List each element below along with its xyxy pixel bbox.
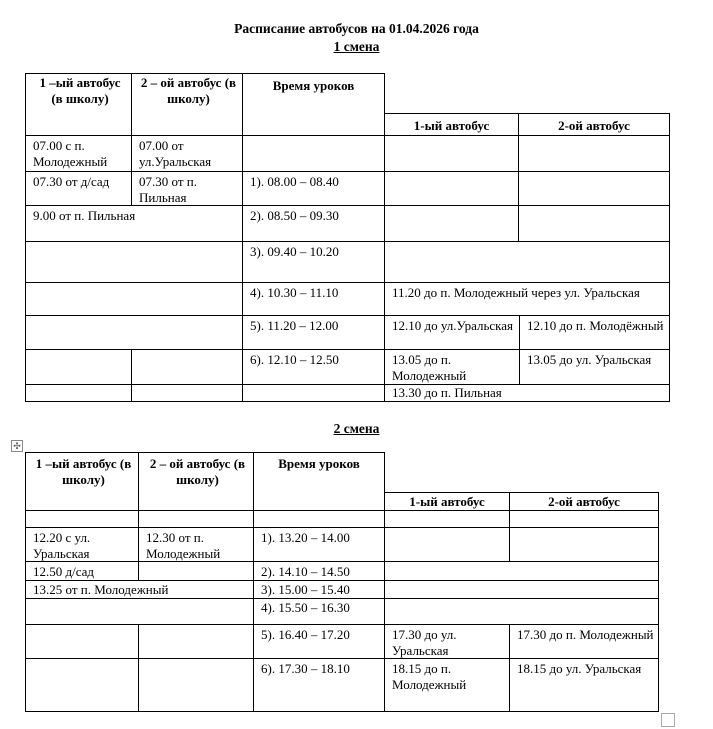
shift1-r1-bus1: 07.00 с п. Молодежный <box>25 135 132 172</box>
shift2-r6-time: 5). 16.40 – 17.20 <box>253 624 385 659</box>
shift2-head-bus1: 1 –ый автобус (в школу) <box>25 452 139 511</box>
shift1-r6-bus <box>25 315 243 350</box>
shift2-r6-bus2 <box>138 624 254 659</box>
shift2-r1-bus1 <box>25 510 139 528</box>
shift1-head-bus1: 1 –ый автобус (в школу) <box>25 73 132 136</box>
shift2-r5-ret <box>384 598 659 625</box>
shift1-r5-ret: 11.20 до п. Молодежный через ул. Уральская <box>384 282 670 316</box>
shift2-r1-time <box>253 510 385 528</box>
shift2-r6-bus1 <box>25 624 139 659</box>
shift2-head-bus2: 2 – ой автобус (в школу) <box>138 452 254 511</box>
shift1-r5-bus <box>25 282 243 316</box>
shift2-r7-bus2 <box>138 658 254 712</box>
shift2-label: 2 смена <box>333 421 380 436</box>
shift1-r8-bus1 <box>25 384 132 402</box>
shift2-head-ret1: 1-ый автобус <box>384 492 510 511</box>
shift1-r3-ret2 <box>518 205 670 242</box>
shift2-r4-ret <box>384 580 659 599</box>
shift2-r4-time: 3). 15.00 – 15.40 <box>253 580 385 599</box>
shift1-r7-ret1: 13.05 до п. Молодежный <box>384 349 520 385</box>
shift2-r2-bus1: 12.20 с ул. Уральская <box>25 527 139 562</box>
shift2-r6-ret2: 17.30 до п. Молодежный <box>509 624 659 659</box>
shift2-r2-ret1 <box>384 527 510 562</box>
shift1-r3-time: 2). 08.50 – 09.30 <box>242 205 385 242</box>
shift2-r3-time: 2). 14.10 – 14.50 <box>253 561 385 581</box>
shift1-head-bus2: 2 – ой автобус (в школу) <box>131 73 243 136</box>
shift2-r2-time: 1). 13.20 – 14.00 <box>253 527 385 562</box>
shift1-r3-bus: 9.00 от п. Пильная <box>25 205 243 242</box>
shift1-r2-ret1 <box>384 171 519 206</box>
shift2-r7-time: 6). 17.30 – 18.10 <box>253 658 385 712</box>
shift1-r7-time: 6). 12.10 – 12.50 <box>242 349 385 385</box>
shift1-r1-ret1 <box>384 135 519 172</box>
shift1-r3-ret1 <box>384 205 519 242</box>
shift2-r4-bus: 13.25 от п. Молодежный <box>25 580 254 599</box>
shift1-r6-ret2: 12.10 до п. Молодёжный <box>519 315 670 350</box>
shift1-r7-ret2: 13.05 до ул. Уральская <box>519 349 670 385</box>
shift1-r6-ret1: 12.10 до ул.Уральская <box>384 315 520 350</box>
shift2-r2-ret2 <box>509 527 659 562</box>
shift2-r5-bus <box>25 598 254 625</box>
move-handle-icon[interactable]: ✣ <box>11 440 23 452</box>
shift2-r7-ret2: 18.15 до ул. Уральская <box>509 658 659 712</box>
shift2-r7-ret1: 18.15 до п. Молодежный <box>384 658 510 712</box>
shift1-r7-bus2 <box>131 349 243 385</box>
shift1-head-ret1: 1-ый автобус <box>384 113 519 136</box>
shift2-r1-ret1 <box>384 510 510 528</box>
shift1-r1-bus2: 07.00 от ул.Уральская <box>131 135 243 172</box>
shift1-r8-ret: 13.30 до п. Пильная <box>384 384 670 402</box>
shift1-r8-time <box>242 384 385 402</box>
shift2-r1-ret2 <box>509 510 659 528</box>
shift2-r3-ret <box>384 561 659 581</box>
shift2-r7-bus1 <box>25 658 139 712</box>
shift1-r4-bus <box>25 241 243 283</box>
shift1-r8-bus2 <box>131 384 243 402</box>
document-title: Расписание автобусов на 01.04.2026 года <box>234 21 479 36</box>
shift1-r4-time: 3). 09.40 – 10.20 <box>242 241 385 283</box>
shift1-r2-ret2 <box>518 171 670 206</box>
end-of-cell-mark <box>661 713 675 727</box>
shift1-r4-ret <box>384 241 670 283</box>
shift1-r6-time: 5). 11.20 – 12.00 <box>242 315 385 350</box>
shift1-r1-ret2 <box>518 135 670 172</box>
shift2-r6-ret1: 17.30 до ул. Уральская <box>384 624 510 659</box>
shift1-r1-time <box>242 135 385 172</box>
shift1-r2-bus2: 07.30 от п. Пильная <box>131 171 243 206</box>
shift1-r2-time: 1). 08.00 – 08.40 <box>242 171 385 206</box>
shift1-head-ret2: 2-ой автобус <box>518 113 670 136</box>
shift1-head-time: Время уроков <box>242 73 385 136</box>
shift2-r3-bus1: 12.50 д/сад <box>25 561 139 581</box>
shift2-head-time: Время уроков <box>253 452 385 511</box>
shift2-head-ret2: 2-ой автобус <box>509 492 659 511</box>
shift2-r1-bus2 <box>138 510 254 528</box>
shift1-r5-time: 4). 10.30 – 11.10 <box>242 282 385 316</box>
shift2-r5-time: 4). 15.50 – 16.30 <box>253 598 385 625</box>
shift2-r3-bus2 <box>138 561 254 581</box>
shift1-label: 1 смена <box>333 39 380 54</box>
shift1-r7-bus1 <box>25 349 132 385</box>
shift1-r2-bus1: 07.30 от д/сад <box>25 171 132 206</box>
shift2-r2-bus2: 12.30 от п. Молодежный <box>138 527 254 562</box>
